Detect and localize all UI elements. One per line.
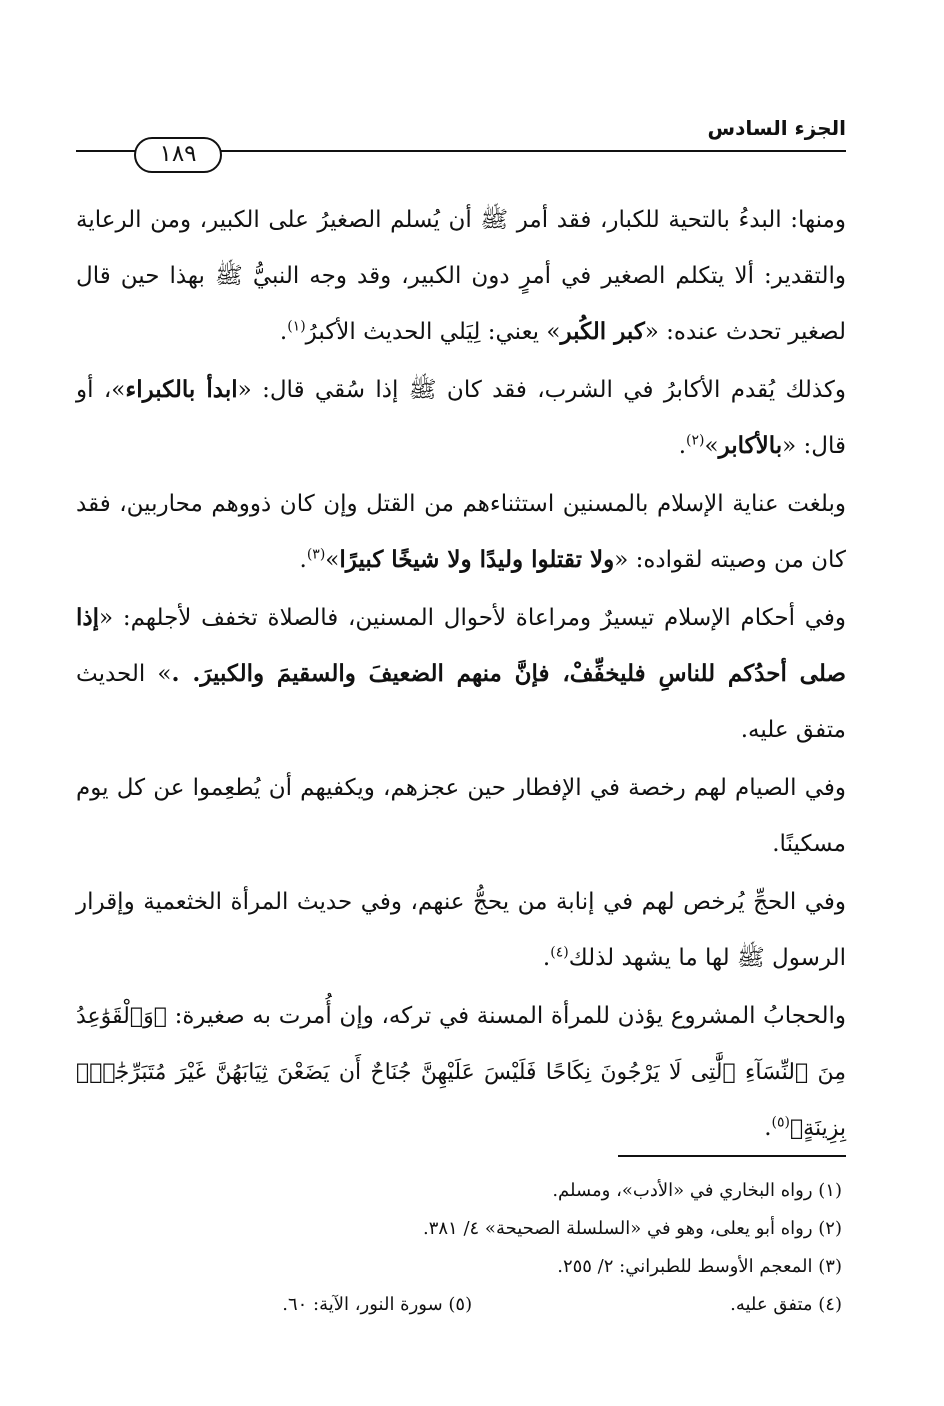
paragraph-text: وفي الحجِّ يُرخص لهم في إنابة من يحجُّ عنهم، وفي حديث المرأة الخثعمية وإقرار الرسول ﷺ لها ما يشهد لذلك [76,889,846,971]
paragraph-end: . [678,433,687,459]
footnote-ref: (٣) [306,546,326,563]
paragraph-prayer [76,590,846,758]
paragraph-hajj [76,874,846,986]
footnote-row [76,1286,842,1324]
paragraph-drinking [76,362,846,474]
paragraph-fasting [76,760,846,872]
paragraph-hijab [76,988,846,1156]
footnote-gap [516,1286,686,1324]
hadith-quote: ولا تقتلوا وليدًا ولا شيخًا كبيرًا [339,546,615,573]
paragraph-end: . [542,945,551,971]
part-title: الجزء السادس [707,116,846,140]
quran-verse: ﴿وَٱلْقَوَٰعِدُ مِنَ ٱلنِّسَآءِ ٱلَّٰتِى لَا يَرْجُونَ نِكَاحًا فَلَيْسَ عَلَيْهِنَّ جُنَاحٌ أَن يَضَعْنَ ثِيَابَهُنَّ غَيْرَ مُتَبَرِّجَٰتٍۭ بِزِينَةٍ﴾ [76,1004,846,1141]
footnote-ref: (٢) [686,432,705,449]
footnote-3: (٣) المعجم الأوسط للطبراني: ٢/ ٢٥٥. [557,1256,842,1277]
paragraph-text: ومنها: البدءُ بالتحية للكبار، فقد أمر ﷺ أن يُسلم الصغيرُ على الكبير، ومن الرعاية والتقدير: ألا يتكلم الصغير في أمرٍ دون الكبير، وقد وجه النبيُّ ﷺ بهذا حين قال لصغير تحدث عنده: « [76,207,846,345]
paragraph-text: والحجابُ المشروع يؤذن للمرأة المسنة في تركه، وإن أُمرت به صغيرة: [166,1003,846,1029]
hadith-quote: كبر الكُبر [560,318,645,345]
paragraph-text: وفي الصيام لهم رخصة في الإفطار حين عجزهم، ويكفيهم أن يُطعِموا عن كل يوم مسكينًا. [76,775,846,857]
footnote-separator [618,1155,846,1157]
paragraph-text-after-quote: » [704,433,719,459]
footnote-ref: (٥) [771,1114,790,1131]
paragraph-text-after-quote: » الحديث متفق عليه. [76,661,846,743]
footnote-2: (٢) رواه أبو يعلى، وهو في «السلسلة الصحيحة» ٤/ ٣٨١. [422,1218,842,1239]
footnote-4: (٤) متفق عليه. [730,1294,842,1315]
main-text [76,192,846,1158]
page-number: ١٨٩ [134,137,222,173]
footnote-ref: (١) [287,318,306,335]
paragraph-text-middle: »، أو قال: « [76,377,846,459]
paragraph-war [76,476,846,588]
footnote-5: (٥) سورة النور، الآية: ٦٠. [282,1294,473,1315]
paragraph-text: وكذلك يُقدم الأكابرُ في الشرب، فقد كان ﷺ إذا سُقي قال: « [237,377,846,403]
footnote-1: (١) رواه البخاري في «الأدب»، ومسلم. [552,1180,842,1201]
paragraph-text-after-quote: » [325,547,340,573]
footnotes [76,1172,842,1324]
hadith-quote: ابدأ بالكبراء [125,376,238,403]
paragraph-text: وبلغت عناية الإسلام بالمسنين استثناءهم من القتل وإن كان ذووهم محاربين، فقد كان من وصيته لقواده: « [76,491,846,573]
paragraph-end: . [299,547,307,573]
paragraph-text: وفي أحكام الإسلام تيسيرٌ ومراعاة لأحوال المسنين، فالصلاة تخفف لأجلهم: « [99,605,846,631]
hadith-quote-second: بالأكابر [718,432,783,459]
page-header [76,112,846,172]
paragraph-greeting [76,192,846,360]
hadith-quote: إذا صلى أحدُكم للناسِ فليخفِّفْ، فإنَّ منهم الضعيفَ والسقيمَ والكبيرَ. . [76,604,846,687]
paragraph-text-after-quote: » يعني: لِيَلي الحديث الأكبرُ [305,319,561,345]
paragraph-end: . [279,319,288,345]
paragraph-end: . [764,1115,772,1141]
footnote-ref: (٤) [550,944,569,961]
